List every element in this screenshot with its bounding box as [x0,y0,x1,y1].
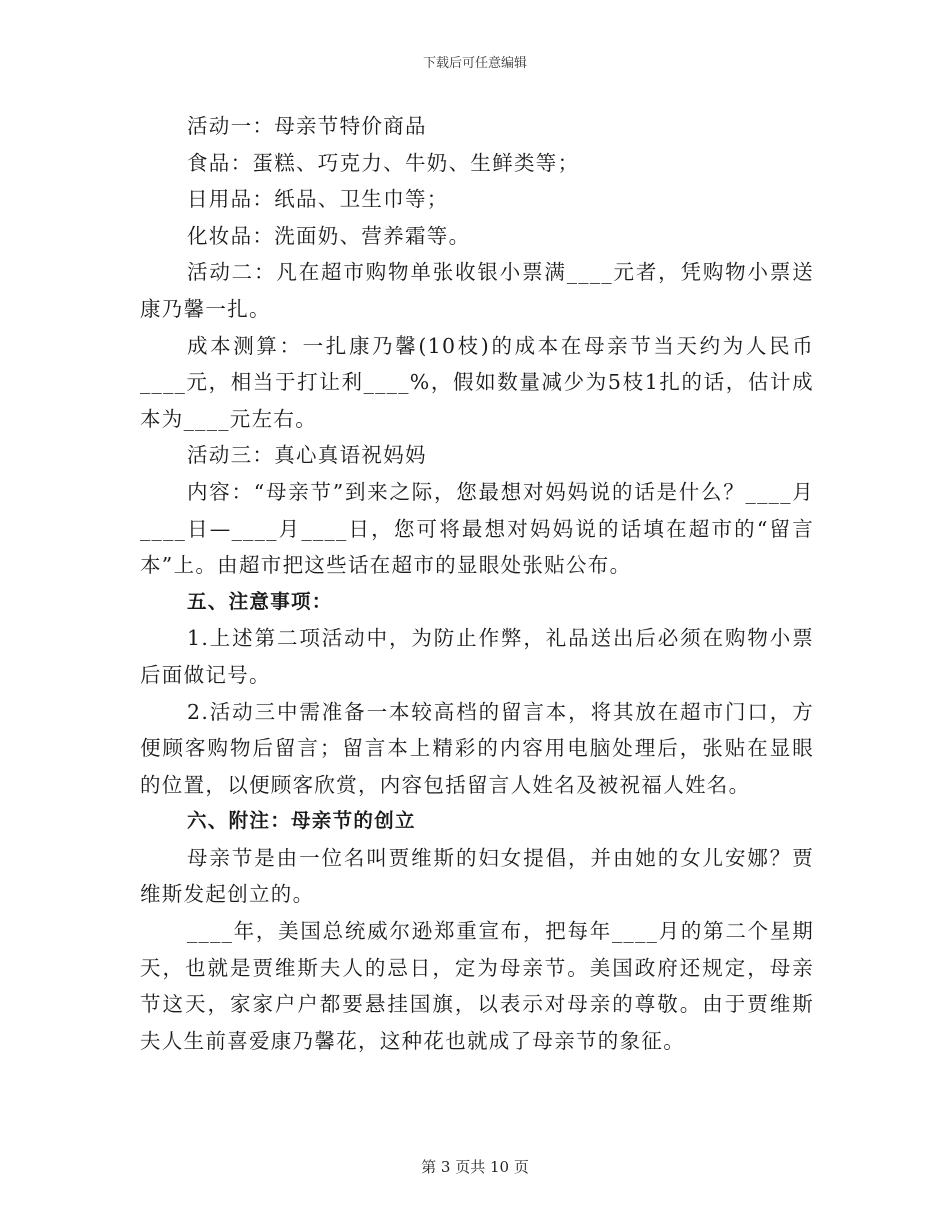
paragraph-cosmetics-items: 化妆品：洗面奶、营养霜等。 [187,223,471,248]
paragraph-mothers-day-origin: 母亲节是由一位名叫贾维斯的妇女提倡，并由她的女儿安娜？贾维斯发起创立的。 [140,845,814,907]
section-heading-notes: 五、注意事项： [187,589,333,613]
page-header: 下载后可任意编辑 [422,56,527,71]
paragraph-mothers-day-history: ____年，美国总统威尔逊郑重宣布，把每年____月的第二个星期天，也就是贾维斯夫人的忌日，定为母亲节。美国政府还规定，母亲节这天，家家户户都要悬挂国旗，以表示对母亲的尊敬。由于贾维斯夫人生前喜爱康乃馨花，这种花也就成了母亲节的象征。 [140,919,814,1053]
paragraph-note-one: 1.上述第二项活动中，为防止作弊，礼品送出后必须在购物小票后面做记号。 [140,626,814,687]
paragraph-activity-three-title: 活动三：真心真语祝妈妈 [187,443,427,468]
page-footer: 第 3 页共 10 页 [421,1158,529,1176]
paragraph-activity-one-title: 活动一：母亲节特价商品 [187,114,427,138]
paragraph-activity-two: 活动二：凡在超市购物单张收银小票满____元者，凭购物小票送康乃馨一扎。 [140,260,814,321]
section-heading-appendix: 六、附注：母亲节的创立 [187,809,416,833]
paragraph-food-items: 食品：蛋糕、巧克力、牛奶、生鲜类等； [187,150,580,175]
document-body [140,108,814,1059]
paragraph-daily-items: 日用品：纸品、卫生巾等； [187,187,449,212]
paragraph-cost-estimate: 成本测算：一扎康乃馨(10枝)的成本在母亲节当天约为人民币____元，相当于打让利____%，假如数量减少为5枝1扎的话，估计成本为____元左右。 [140,333,814,431]
paragraph-activity-three-content: 内容：“母亲节”到来之际，您最想对妈妈说的话是什么？____月____日—____月____日，您可将最想对妈妈说的话填在超市的“留言本”上。由超市把这些话在超市的显眼处张贴公布。 [140,479,814,578]
paragraph-note-two: 2.活动三中需准备一本较高档的留言本，将其放在超市门口，方便顾客购物后留言；留言本上精彩的内容用电脑处理后，张贴在显眼的位置，以便顾客欣赏，内容包括留言人姓名及被祝福人姓名。 [140,699,814,797]
